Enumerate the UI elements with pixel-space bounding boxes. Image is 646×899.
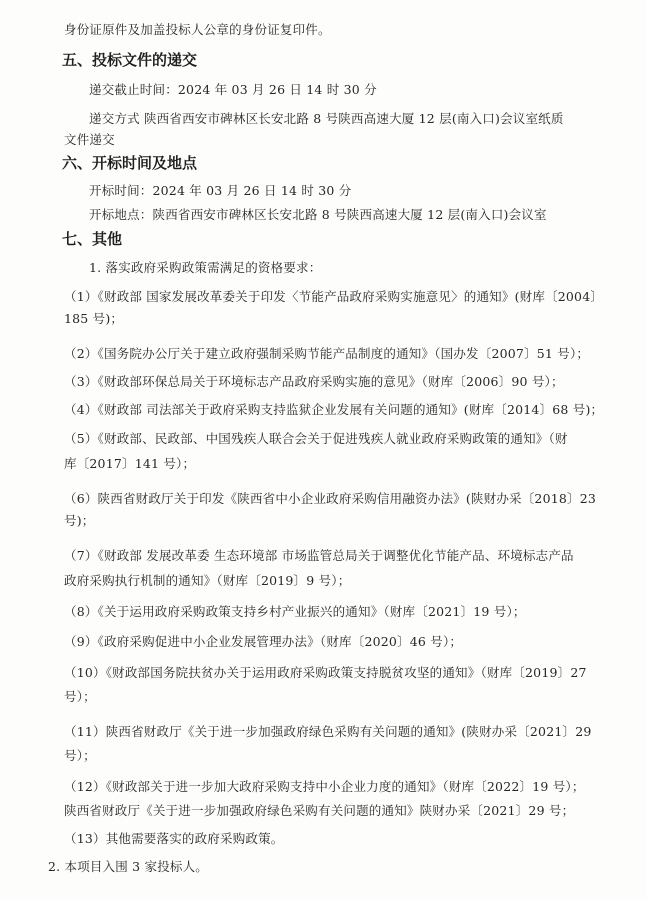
section-7-heading: 七、其他 [62, 230, 123, 248]
policy-11-line1: （11）陕西省财政厅《关于进一步加强政府绿色采购有关问题的通知》(陕财办采〔2021〕29 [64, 724, 592, 739]
policy-5-line2: 库〔2017〕141 号）； [64, 456, 196, 471]
policy-13: （13）其他需要落实的政府采购政策。 [64, 831, 284, 846]
policy-6-line2: 号)； [64, 513, 95, 528]
opening-time: 开标时间：2024 年 03 月 26 日 14 时 30 分 [89, 183, 352, 198]
policy-1-line2: 185 号)； [64, 311, 124, 326]
policy-6-line1: （6）陕西省财政厅关于印发《陕西省中小企业政府采购信用融资办法》(陕财办采〔2018〕23 [64, 491, 597, 506]
opening-place: 开标地点：陕西省西安市碑林区长安北路 8 号陕西高速大厦 12 层(南入口)会议室 [89, 207, 547, 222]
policy-3: （3）《财政部环保总局关于环境标志产品政府采购实施的意见》（财库〔2006〕90 号）； [64, 374, 564, 389]
policy-4: （4）《财政部 司法部关于政府采购支持监狱企业发展有关问题的通知》(财库〔2014〕68 号)； [64, 402, 604, 417]
policy-7-line1: （7）《财政部 发展改革委 生态环境部 市场监管总局关于调整优化节能产品、环境标志产品 [64, 548, 574, 563]
item-1-policy-requirements: 1. 落实政府采购政策需满足的资格要求： [89, 260, 322, 275]
item-2-bidder-count: 2. 本项目入围 3 家投标人。 [48, 859, 208, 874]
submission-method-line1: 递交方式 陕西省西安市碑林区长安北路 8 号陕西高速大厦 12 层(南入口)会议室纸质 [89, 111, 564, 126]
policy-7-line2: 政府采购执行机制的通知》（财库〔2019〕9 号）； [64, 573, 351, 588]
intro-tail-text: 身份证原件及加盖投标人公章的身份证复印件。 [64, 22, 331, 37]
section-6-heading: 六、开标时间及地点 [62, 154, 198, 172]
policy-2: （2）《国务院办公厅关于建立政府强制采购节能产品制度的通知》（国办发〔2007〕51 号）； [64, 346, 590, 361]
policy-10-line2: 号）； [64, 689, 96, 704]
section-5-heading: 五、投标文件的递交 [62, 51, 198, 69]
submission-method-line2: 文件递交 [64, 132, 115, 147]
policy-12-line2: 陕西省财政厅《关于进一步加强政府绿色采购有关问题的通知》陕财办采〔2021〕29 号； [64, 803, 575, 818]
policy-1-line1: （1）《财政部 国家发展改革委关于印发〈节能产品政府采购实施意见〉的通知》(财库〔2004〕 [64, 289, 604, 304]
submission-deadline: 递交截止时间：2024 年 03 月 26 日 14 时 30 分 [89, 82, 377, 97]
policy-10-line1: （10）《财政部国务院扶贫办关于运用政府采购政策支持脱贫攻坚的通知》（财库〔2019〕27 [64, 665, 587, 680]
policy-8: （8）《关于运用政府采购政策支持乡村产业振兴的通知》（财库〔2021〕19 号）； [64, 604, 526, 619]
policy-5-line1: （5）《财政部、民政部、中国残疾人联合会关于促进残疾人就业政府采购政策的通知》（财 [64, 431, 568, 446]
policy-11-line2: 号）； [64, 748, 96, 763]
policy-9: （9）《政府采购促进中小企业发展管理办法》（财库〔2020〕46 号）； [64, 634, 463, 649]
policy-12-line1: （12）《财政部关于进一步加大政府采购支持中小企业力度的通知》（财库〔2022〕19 号）； [64, 779, 585, 794]
